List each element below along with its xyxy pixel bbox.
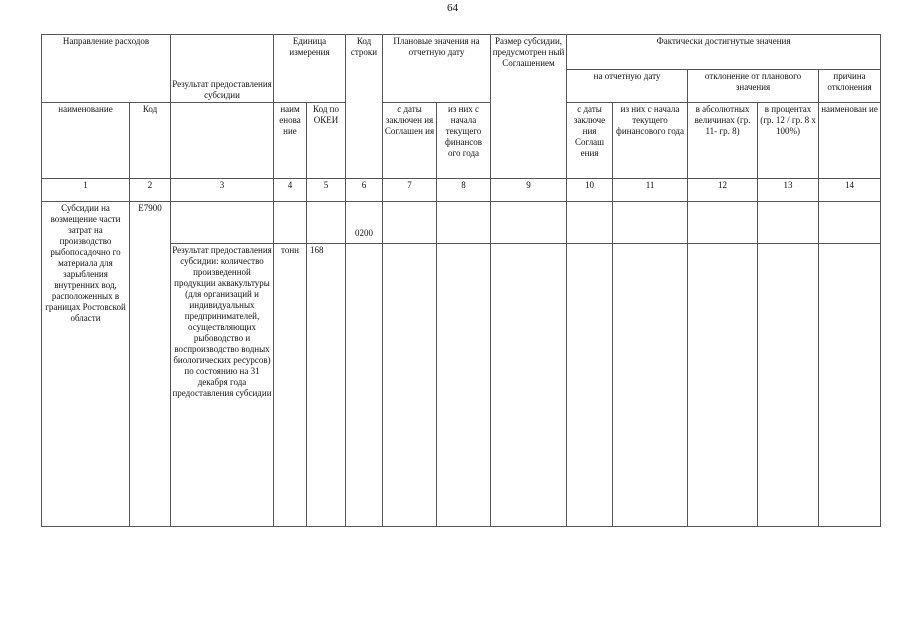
header-reason: причина отклонения <box>819 70 881 103</box>
report-table <box>41 34 881 527</box>
empty-cell <box>819 244 881 527</box>
empty-cell <box>819 202 881 244</box>
empty-cell <box>567 244 613 527</box>
empty-cell <box>437 244 491 527</box>
column-number: 11 <box>613 179 688 202</box>
column-number: 13 <box>758 179 819 202</box>
header-of-which: из них с начала текущего финансов ого года <box>437 103 491 179</box>
column-number: 4 <box>274 179 307 202</box>
column-number: 1 <box>42 179 130 202</box>
column-number: 12 <box>688 179 758 202</box>
column-number: 9 <box>491 179 567 202</box>
column-number: 10 <box>567 179 613 202</box>
okei-cell: 168 <box>307 244 346 527</box>
header-from-date: с даты заключен ия Соглашен ия <box>383 103 437 179</box>
column-number: 2 <box>130 179 171 202</box>
page-number: 64 <box>447 2 458 14</box>
direction-name-cell: Субсидии на возмещение части затрат на производство рыбопосадочно го материала для зарыбления внутренних вод, расположенных в границах Ростовской области <box>42 202 130 527</box>
empty-cell <box>491 202 567 244</box>
header-result: Результат предоставления субсидии <box>171 35 274 103</box>
empty-cell <box>688 202 758 244</box>
column-number: 8 <box>437 179 491 202</box>
header-from-date-actual: с даты заключе ния Соглаш ения <box>567 103 613 179</box>
column-number: 7 <box>383 179 437 202</box>
column-number: 6 <box>346 179 383 202</box>
header-of-which-actual: из них с начала текущего финансового года <box>613 103 688 179</box>
line-code-cell: 0200 <box>346 202 383 244</box>
empty-cell <box>758 244 819 527</box>
header-code: Код <box>130 103 171 179</box>
unit-cell: тонн <box>274 244 307 527</box>
empty-cell <box>307 202 346 244</box>
header-subsidy-size: Размер субсидии, предусмотрен ный Соглашением <box>491 35 567 179</box>
column-number: 5 <box>307 179 346 202</box>
header-actual: Фактически достигнутые значения <box>567 35 881 70</box>
column-number: 3 <box>171 179 274 202</box>
empty-cell <box>491 244 567 527</box>
empty-cell <box>613 202 688 244</box>
empty-cell <box>437 202 491 244</box>
direction-code-cell: Е7900 <box>130 202 171 527</box>
header-planned: Плановые значения на отчетную дату <box>383 35 491 103</box>
empty-cell <box>274 202 307 244</box>
header-abs: в абсолютных величинах (гр. 11- гр. 8) <box>688 103 758 179</box>
header-result-sub <box>171 103 274 179</box>
header-unit: Единица измерения <box>274 35 346 103</box>
empty-cell <box>758 202 819 244</box>
header-unit-name: наим енова ние <box>274 103 307 179</box>
header-pct: в процентах (гр. 12 / гр. 8 х 100%) <box>758 103 819 179</box>
empty-cell <box>346 244 383 527</box>
header-on-report-date: на отчетную дату <box>567 70 688 103</box>
empty-cell <box>688 244 758 527</box>
header-deviation: отклонение от планового значения <box>688 70 819 103</box>
header-reason-name: наименован ие <box>819 103 881 179</box>
header-direction: Направление расходов <box>42 35 171 103</box>
empty-cell <box>383 202 437 244</box>
result-text-cell: Результат предоставления субсидии: количество произведенной продукции аквакультуры (для организаций и индивидуальных предпринимателей, осуществляющих рыбоводство и воспроизводство водных биологических ресурсов) по состоянию на 31 декабря года предоставления субсидии <box>171 244 274 527</box>
column-number: 14 <box>819 179 881 202</box>
header-line-code: Код строки <box>346 35 383 179</box>
empty-cell <box>171 202 274 244</box>
header-name: наименование <box>42 103 130 179</box>
empty-cell <box>567 202 613 244</box>
empty-cell <box>383 244 437 527</box>
empty-cell <box>613 244 688 527</box>
header-okei: Код по ОКЕИ <box>307 103 346 179</box>
